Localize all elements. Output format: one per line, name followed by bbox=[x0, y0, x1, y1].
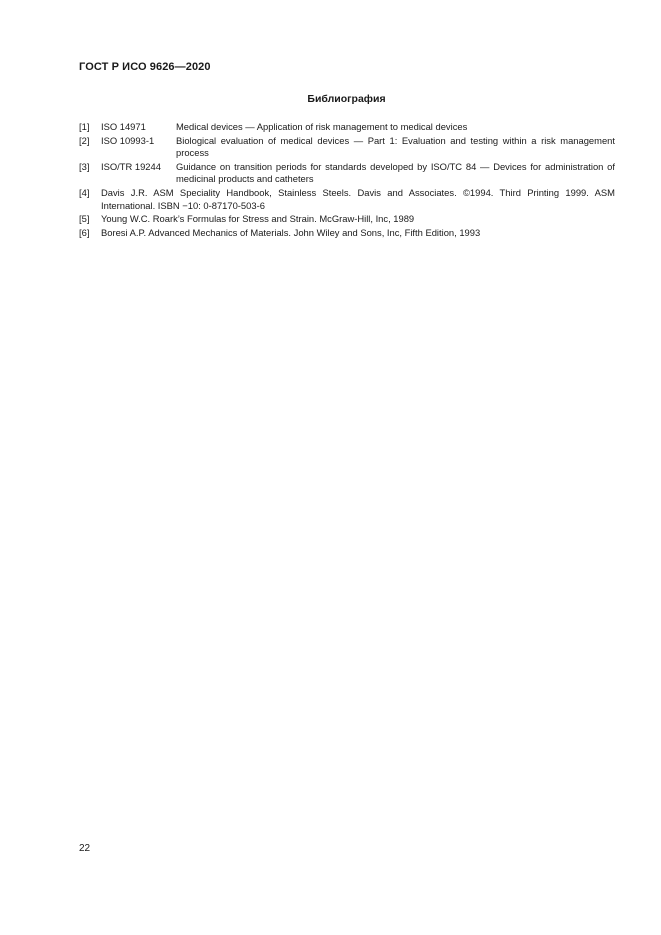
bibliography-list bbox=[79, 121, 615, 241]
entry-standard-code: ISO 14971 bbox=[101, 121, 146, 132]
entry-standard-code: ISO/TR 19244 bbox=[101, 161, 161, 172]
entry-number: [4] bbox=[79, 187, 90, 199]
entry-number: [3] bbox=[79, 161, 90, 172]
entry-standard-code: ISO 10993-1 bbox=[101, 134, 155, 146]
entry-title: Biological evaluation of medical devices — Part 1: Evaluation and testing within a risk management process bbox=[176, 134, 615, 159]
entry-title: Guidance on transition periods for standards developed by ISO/TC 84 — Devices for administration of medicinal products and catheters bbox=[176, 161, 615, 185]
bibliography-entry-1 bbox=[79, 121, 615, 133]
entry-number: [6] bbox=[79, 227, 90, 239]
page-number: 22 bbox=[79, 843, 91, 854]
bibliography-entry-5 bbox=[79, 213, 615, 225]
bibliography-entry-6 bbox=[79, 227, 615, 239]
entry-number: [1] bbox=[79, 121, 90, 132]
entry-title: Young W.C. Roark’s Formulas for Stress and Strain. McGraw-Hill, Inc, 1989 bbox=[101, 213, 415, 225]
entry-number: [5] bbox=[79, 213, 90, 225]
bibliography-entry-3 bbox=[79, 161, 615, 186]
bibliography-entry-2 bbox=[79, 135, 615, 160]
document-code-header: ГОСТ Р ИСО 9626—2020 bbox=[79, 61, 211, 73]
entry-number: [2] bbox=[79, 134, 90, 146]
bibliography-entry-4 bbox=[79, 187, 615, 212]
entry-title: Boresi A.P. Advanced Mechanics of Materials. John Wiley and Sons, Inc, Fifth Edition, 1993 bbox=[101, 227, 481, 239]
entry-title: Davis J.R. ASM Speciality Handbook, Stainless Steels. Davis and Associates. ©1994. Third Printing 1999. ASM International. ISBN −10: 0-87170-503-6 bbox=[101, 187, 615, 211]
entry-title: Medical devices — Application of risk management to medical devices bbox=[176, 121, 468, 132]
bibliography-title: Библиография bbox=[307, 93, 386, 105]
